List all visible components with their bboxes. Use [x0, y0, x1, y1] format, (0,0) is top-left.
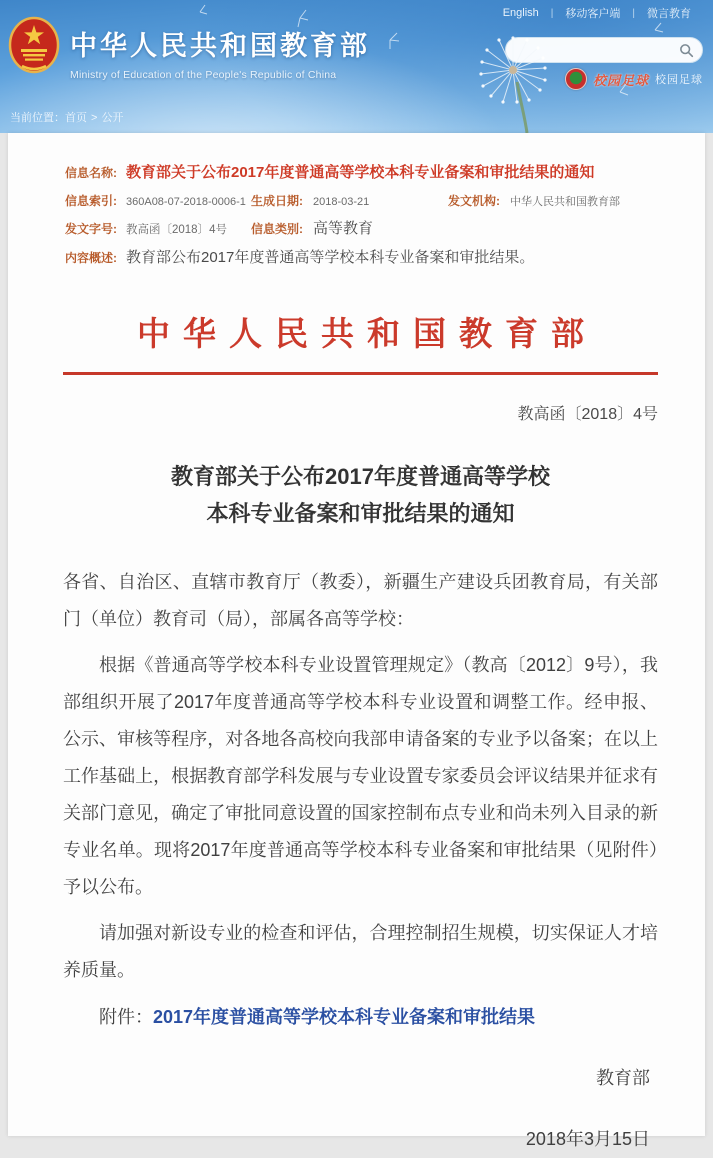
site-header — [0, 0, 713, 133]
salutation-paragraph: 各省、自治区、直辖市教育厅（教委），新疆生产建设兵团教育局，有关部门（单位）教育司（局），部属各高等学校： — [63, 572, 658, 629]
search-input[interactable] — [518, 43, 679, 57]
breadcrumb-separator: > — [91, 112, 98, 124]
link-separator: | — [550, 7, 554, 19]
letterhead-red-rule — [63, 372, 658, 375]
document-info-table — [8, 133, 705, 266]
info-row-docno-category — [65, 221, 665, 238]
link-mobile-client[interactable]: 移动客户端 — [565, 8, 621, 20]
search-bar[interactable] — [505, 37, 703, 63]
attachment-label: 附件： — [99, 1007, 153, 1027]
document-body — [63, 564, 658, 989]
body-paragraph-2: 请加强对新设专业的检查和评估，合理控制招生规模，切实保证人才培养质量。 — [63, 923, 658, 980]
info-docno-label: 发文字号: — [65, 222, 117, 236]
campus-football-label[interactable]: 校园足球 — [655, 74, 703, 86]
info-row-index-date-agency — [65, 194, 665, 210]
info-index-value: 360A08-07-2018-0006-1 — [126, 196, 246, 208]
signer-name: 教育部 — [596, 1068, 650, 1088]
breadcrumb-label: 当前位置： — [10, 112, 65, 124]
document-number: 教高函〔2018〕4号 — [517, 406, 658, 423]
campus-football-logo-icon — [565, 68, 587, 90]
content-card — [8, 133, 705, 1149]
document-title — [63, 458, 658, 532]
campus-football-stylized-label[interactable]: 校园足球 — [592, 72, 649, 88]
obscured-badge-text — [541, 71, 553, 87]
info-agency-label: 发文机构: — [448, 194, 500, 208]
info-index-label: 信息索引: — [65, 194, 117, 208]
signature-date: 2018年3月15日 — [525, 1129, 650, 1149]
info-summary-value: 教育部公布2017年度普通高等学校本科专业备案和审批结果。 — [126, 249, 535, 266]
signature-block — [63, 1060, 658, 1158]
info-agency-value: 中华人民共和国教育部 — [510, 196, 620, 208]
official-document — [8, 308, 705, 1158]
search-icon[interactable] — [679, 43, 694, 58]
site-brand — [8, 16, 370, 81]
breadcrumb-home[interactable]: 首页 — [65, 112, 87, 124]
document-letterhead: 中华人民共和国教育部 — [137, 317, 597, 353]
info-category-value: 高等教育 — [313, 220, 374, 237]
site-title: 中华人民共和国教育部 — [70, 31, 370, 61]
site-title-english: Ministry of Education of the People's Republic of China — [70, 69, 337, 81]
info-summary-label: 内容概述: — [65, 251, 117, 265]
link-english[interactable]: English — [502, 7, 539, 19]
document-title-line2: 本科专业备案和审批结果的通知 — [206, 501, 515, 526]
attachment-link[interactable]: 2017年度普通高等学校本科专业备案和审批结果 — [153, 1007, 536, 1027]
info-category-label: 信息类别: — [251, 222, 303, 236]
attachment-line — [63, 999, 658, 1036]
header-badges — [541, 68, 703, 90]
info-date-value: 2018-03-21 — [313, 196, 370, 208]
info-docno-value: 教高函〔2018〕4号 — [126, 224, 227, 236]
breadcrumb-section[interactable]: 公开 — [101, 112, 124, 124]
document-title-line1: 教育部关于公布2017年度普通高等学校 — [171, 464, 550, 489]
info-row-summary — [65, 250, 665, 266]
link-weixin-education[interactable]: 微言教育 — [647, 8, 691, 20]
info-date-label: 生成日期: — [251, 194, 303, 208]
info-name-label: 信息名称: — [65, 166, 117, 180]
header-top-links — [491, 5, 703, 21]
body-paragraph-1: 根据《普通高等学校本科专业设置管理规定》（教高〔2012〕9号），我部组织开展了2017年度普通高等学校本科专业设置和调整工作。经申报、公示、审核等程序，对各地各高校向我部申请备案的专业予以备案；在以上工作基础上，根据教育部学科发展与专业设置专家委员会评议结果并征求有关部门意见，确定了审批同意设置的国家控制布点专业和尚未列入目录的新专业名单。现将2017年度普通高等学校本科专业备案和审批结果（见附件）予以公布。 — [63, 655, 658, 897]
info-row-name — [65, 165, 665, 181]
link-separator: | — [632, 7, 635, 19]
info-name-value: 教育部关于公布2017年度普通高等学校本科专业备案和审批结果的通知 — [126, 164, 595, 181]
national-emblem-icon — [8, 16, 60, 74]
breadcrumb — [10, 109, 123, 125]
